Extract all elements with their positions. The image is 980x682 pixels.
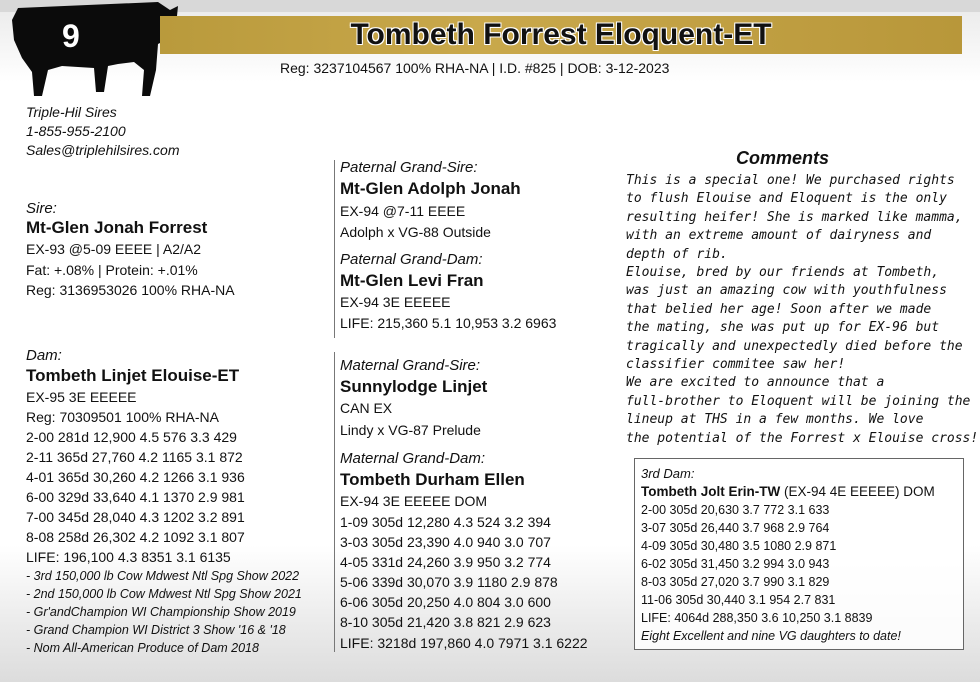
maternal-grand-dam-line: LIFE: 3218d 197,860 4.0 7971 3.1 6222 [340, 635, 588, 651]
dam-line: Reg: 70309501 100% RHA-NA [26, 409, 220, 425]
third-dam-line: LIFE: 4064d 288,350 3.6 10,250 3.1 8839 [641, 611, 873, 625]
third-dam-classification: (EX-94 4E EEEEE) DOM [780, 484, 935, 499]
seller-phone: 1-855-955-2100 [26, 123, 126, 139]
cow-silhouette-icon [8, 0, 178, 100]
maternal-grand-sire-line: CAN EX [340, 400, 393, 416]
lot-number: 9 [62, 18, 80, 54]
dam-heading: Dam: [26, 347, 62, 364]
sire-classification: EX-93 @5-09 EEEE | A2/A2 [26, 241, 202, 257]
seller-name: Triple-Hil Sires [26, 104, 117, 120]
maternal-grand-dam-line: 6-06 305d 20,250 4.0 804 3.0 600 [340, 594, 551, 610]
comments-title: Comments [736, 148, 830, 168]
comments-body [626, 172, 979, 448]
comment-line: to flush Elouise and Eloquent is the only [626, 191, 947, 207]
maternal-grand-sire-name: Sunnylodge Linjet [340, 377, 488, 396]
maternal-grand-dam-line: 8-10 305d 21,420 3.8 821 2.9 623 [340, 614, 551, 630]
third-dam-box [634, 458, 964, 650]
maternal-grand-dam-line: 4-05 331d 24,260 3.9 950 3.2 774 [340, 554, 551, 570]
dam-honor: - Grand Champion WI District 3 Show '16 & '18 [26, 623, 286, 637]
comment-line: We are excited to announce that a [626, 375, 885, 391]
dam-honor: - Nom All-American Produce of Dam 2018 [26, 641, 259, 655]
paternal-grand-sire-line: Adolph x VG-88 Outside [340, 224, 491, 240]
comment-line: was just an amazing cow with youthfulness [626, 283, 947, 299]
dam-line: 8-08 258d 26,302 4.2 1092 3.1 807 [26, 529, 245, 545]
paternal-grand-dam-name: Mt-Glen Levi Fran [340, 271, 484, 290]
sire-genomics: Fat: +.08% | Protein: +.01% [26, 262, 198, 278]
third-dam-line: 3-07 305d 26,440 3.7 968 2.9 764 [641, 521, 830, 535]
comment-line: the mating, she was put up for EX-96 but [626, 320, 940, 336]
maternal-grand-dam-line: 3-03 305d 23,390 4.0 940 3.0 707 [340, 534, 551, 550]
dam-line: 6-00 329d 33,640 4.1 1370 2.9 981 [26, 489, 245, 505]
comment-line: This is a special one! We purchased rights [626, 173, 955, 188]
dam-line: LIFE: 196,100 4.3 8351 3.1 6135 [26, 549, 231, 565]
dam-line: 2-00 281d 12,900 4.5 576 3.3 429 [26, 429, 237, 445]
maternal-grand-sire-line: Lindy x VG-87 Prelude [340, 422, 481, 438]
sire-registration: Reg: 3136953026 100% RHA-NA [26, 282, 235, 298]
maternal-grand-dam-line: 1-09 305d 12,280 4.3 524 3.2 394 [340, 514, 551, 530]
dam-honor: - Gr'andChampion WI Championship Show 2019 [26, 605, 296, 619]
third-dam-title [641, 483, 935, 501]
paternal-grand-dam-line: LIFE: 215,360 5.1 10,953 3.2 6963 [340, 315, 557, 331]
paternal-grand-dam-line: EX-94 3E EEEEE [340, 294, 451, 310]
paternal-grand-sire-name: Mt-Glen Adolph Jonah [340, 179, 521, 198]
comment-line: with an extreme amount of dairyness and [626, 228, 932, 244]
third-dam-line: 8-03 305d 27,020 3.7 990 3.1 829 [641, 575, 830, 589]
dam-honor: - 2nd 150,000 lb Cow Mdwest Ntl Spg Show 2021 [26, 587, 302, 601]
third-dam-line: 11-06 305d 30,440 3.1 954 2.7 831 [641, 593, 836, 607]
comment-line: full-brother to Eloquent will be joining the [626, 393, 971, 409]
animal-title: Tombeth Forrest Eloquent-ET [350, 18, 772, 51]
maternal-grand-dam-heading: Maternal Grand-Dam: [340, 450, 486, 467]
dam-line: 2-11 365d 27,760 4.2 1165 3.1 872 [26, 449, 243, 465]
comment-line: the potential of the Forrest x Elouise cross! [626, 430, 979, 446]
sire-heading: Sire: [26, 200, 57, 217]
maternal-grand-dam-line: 5-06 339d 30,070 3.9 1180 2.9 878 [340, 574, 558, 590]
third-dam-line: 6-02 305d 31,450 3.2 994 3.0 943 [641, 557, 830, 571]
dam-line: 4-01 365d 30,260 4.2 1266 3.1 936 [26, 469, 245, 485]
comment-line: Elouise, bred by our friends at Tombeth, [626, 265, 940, 281]
dam-line: 7-00 345d 28,040 4.3 1202 3.2 891 [26, 509, 245, 525]
maternal-grand-sire-heading: Maternal Grand-Sire: [340, 357, 481, 374]
maternal-grand-dam-name: Tombeth Durham Ellen [340, 470, 525, 489]
comment-line: lineup at THS in a few months. We love [626, 412, 924, 428]
third-dam-name: Tombeth Jolt Erin-TW [641, 484, 781, 499]
sire-name: Mt-Glen Jonah Forrest [26, 218, 208, 237]
comment-line: that belied her age! Soon after we made [626, 301, 932, 317]
dam-honor: - 3rd 150,000 lb Cow Mdwest Ntl Spg Show 2022 [26, 569, 300, 583]
third-dam-footnote: Eight Excellent and nine VG daughters to date! [641, 629, 901, 643]
registration-line: Reg: 3237104567 100% RHA-NA | I.D. #825 | DOB: 3-12-2023 [280, 60, 670, 76]
third-dam-heading: 3rd Dam: [641, 466, 695, 481]
comment-line: tragically and unexpectedly died before the [626, 338, 963, 354]
third-dam-line: 4-09 305d 30,480 3.5 1080 2.9 871 [641, 539, 837, 553]
dam-name: Tombeth Linjet Elouise-ET [26, 366, 240, 385]
dam-line: EX-95 3E EEEEE [26, 389, 137, 405]
paternal-grand-dam-heading: Paternal Grand-Dam: [340, 251, 483, 268]
paternal-separator [334, 160, 335, 338]
seller-email: Sales@triplehilsires.com [26, 142, 180, 158]
maternal-grand-dam-line: EX-94 3E EEEEE DOM [340, 493, 488, 509]
maternal-separator [334, 352, 335, 652]
comment-line: depth of rib. [626, 246, 728, 262]
third-dam-line: 2-00 305d 20,630 3.7 772 3.1 633 [641, 503, 830, 517]
comment-line: resulting heifer! She is marked like mamma, [626, 209, 963, 225]
paternal-grand-sire-line: EX-94 @7-11 EEEE [340, 203, 466, 219]
paternal-grand-sire-heading: Paternal Grand-Sire: [340, 159, 478, 176]
comment-line: classifier commitee saw her! [626, 357, 846, 373]
